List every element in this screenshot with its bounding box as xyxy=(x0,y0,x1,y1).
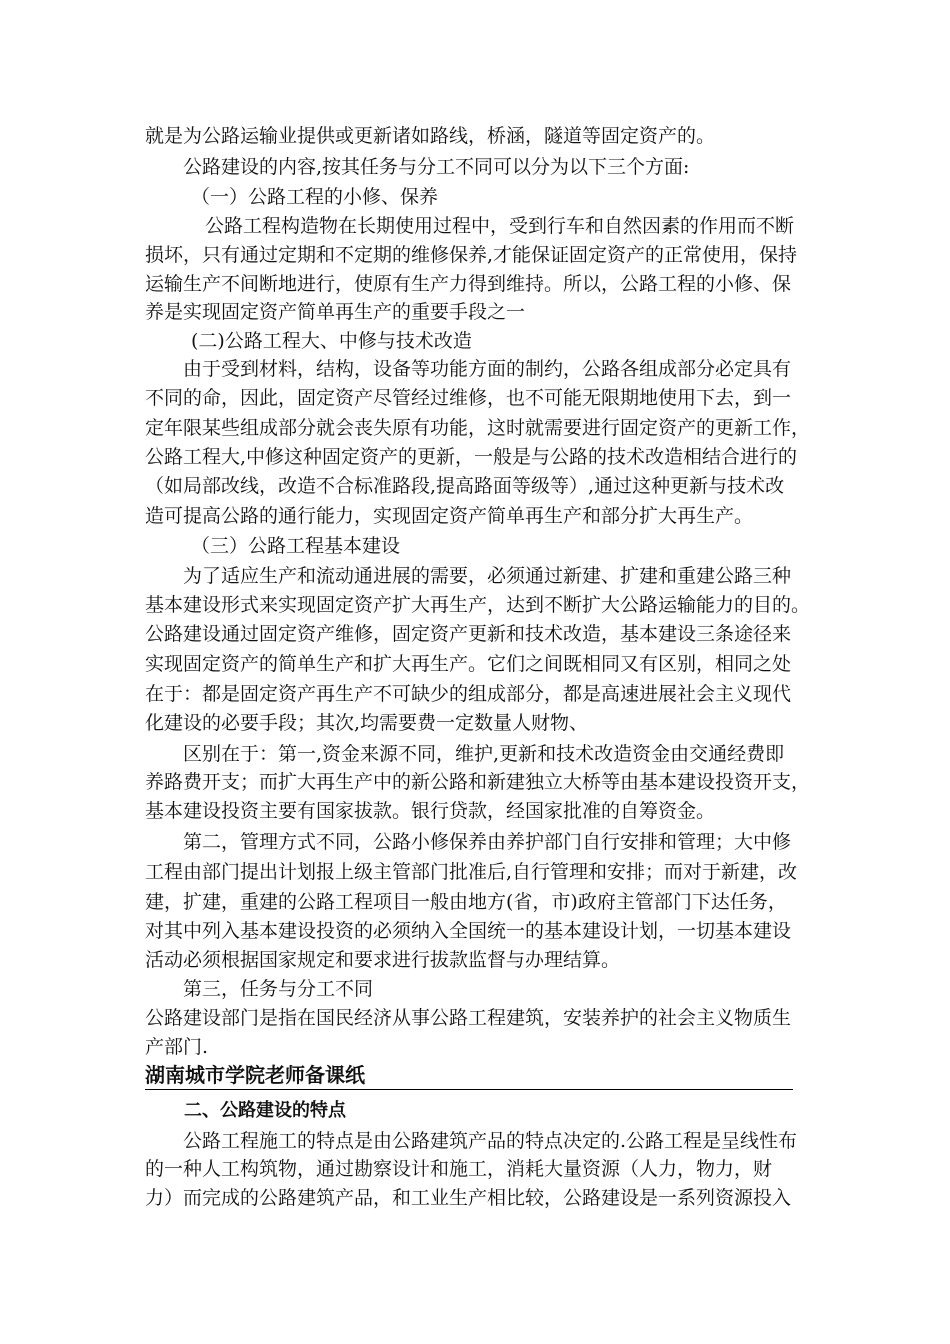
paragraph-line: 运输生产不间断地进行，使原有生产力得到维持。所以，公路工程的小修、保 xyxy=(145,273,792,295)
subheading: (二)公路工程大、中修与技术改造 xyxy=(191,330,472,352)
paragraph-line: 化建设的必要手段；其次,均需要费一定数量人财物、 xyxy=(145,712,589,734)
section-title: 二、公路建设的特点 xyxy=(184,1100,346,1121)
paragraph-line: 就是为公路运输业提供或更新诸如路线，桥涵，隧道等固定资产的。 xyxy=(145,125,716,147)
paragraph-line: 造可提高公路的通行能力，实现固定资产简单再生产和部分扩大再生产。 xyxy=(145,505,754,527)
paragraph-line: 对其中列入基本建设投资的必须纳入全国统一的基本建设计划，一切基本建设 xyxy=(145,920,792,942)
subheading: （三）公路工程基本建设 xyxy=(191,535,401,557)
paragraph-line: 的一种人工构筑物，通过勘察设计和施工，消耗大量资源（人力，物力，财 xyxy=(145,1158,773,1180)
paragraph-line: 公路工程施工的特点是由公路建筑产品的特点决定的.公路工程是呈线性布 xyxy=(183,1130,798,1152)
paragraph-line: 建，扩建，重建的公路工程项目一般由地方(省，市)政府主管部门下达任务， xyxy=(145,891,787,913)
paragraph-line: 基本建设投资主要有国家拔款。银行贷款，经国家批准的自筹资金。 xyxy=(145,800,716,822)
page-header-title: 湖南城市学院老师备课纸 xyxy=(145,1061,793,1090)
paragraph-line: 基本建设形式来实现固定资产扩大再生产，达到不断扩大公路运输能力的目的。 xyxy=(145,594,811,616)
paragraph-line: 由于受到材料，结构，设备等功能方面的制约，公路各组成部分必定具有 xyxy=(183,358,792,380)
paragraph-line: 工程由部门提出计划报上级主管部门批准后,自行管理和安排；而对于新建，改 xyxy=(145,861,798,883)
paragraph-line: 养是实现固定资产简单再生产的重要手段之一 xyxy=(145,301,526,323)
paragraph-line: 损坏，只有通过定期和不定期的维修保养,才能保证固定资产的正常使用，保持 xyxy=(145,244,798,266)
paragraph-line: 为了适应生产和流动通进展的需要，必须通过新建、扩建和重建公路三种 xyxy=(183,565,792,587)
paragraph-line: 实现固定资产的简单生产和扩大再生产。它们之间既相同又有区别，相同之处 xyxy=(145,653,792,675)
paragraph-line: 不同的命，因此，固定资产尽管经过维修，也不可能无限期地使用下去，到一 xyxy=(145,387,792,409)
paragraph-line: 在于：都是固定资产再生产不可缺少的组成部分，都是高速进展社会主义现代 xyxy=(145,683,792,705)
paragraph-line: （如局部改线，改造不合标准路段,提高路面等级等）,通过这种更新与技术改 xyxy=(145,475,785,497)
paragraph-line: 养路费开支；而扩大再生产中的新公路和新建独立大桥等由基本建设投资开支， xyxy=(145,771,811,793)
paragraph-line: 公路建设部门是指在国民经济从事公路工程建筑，安装养护的社会主义物质生 xyxy=(145,1007,792,1029)
paragraph-line: 力）而完成的公路建筑产品，和工业生产相比较，公路建设是一系列资源投入 xyxy=(145,1187,792,1209)
paragraph-line: 活动必须根据国家规定和要求进行拔款监督与办理结算。 xyxy=(145,949,621,971)
paragraph-line: 产部门. xyxy=(145,1036,209,1058)
subheading: （一）公路工程的小修、保养 xyxy=(191,186,439,208)
paragraph-line: 公路建设通过固定资产维修，固定资产更新和技术改造，基本建设三条途径来 xyxy=(145,623,792,645)
paragraph-line: 第三，任务与分工不同 xyxy=(183,978,374,1000)
paragraph-line: 定年限某些组成部分就会丧失原有功能，这时就需要进行固定资产的更新工作， xyxy=(145,417,811,439)
paragraph-line: 公路工程构造物在长期使用过程中，受到行车和自然因素的作用而不断 xyxy=(205,215,795,237)
paragraph-line: 公路建设的内容,按其任务与分工不同可以分为以下三个方面: xyxy=(183,156,690,178)
paragraph-line: 第二，管理方式不同，公路小修保养由养护部门自行安排和管理；大中修 xyxy=(183,831,792,853)
paragraph-line: 区别在于：第一,资金来源不同，维护,更新和技术改造资金由交通经费即 xyxy=(183,743,785,765)
paragraph-line: 公路工程大,中修这种固定资产的更新，一般是与公路的技术改造相结合进行的 xyxy=(145,446,798,468)
